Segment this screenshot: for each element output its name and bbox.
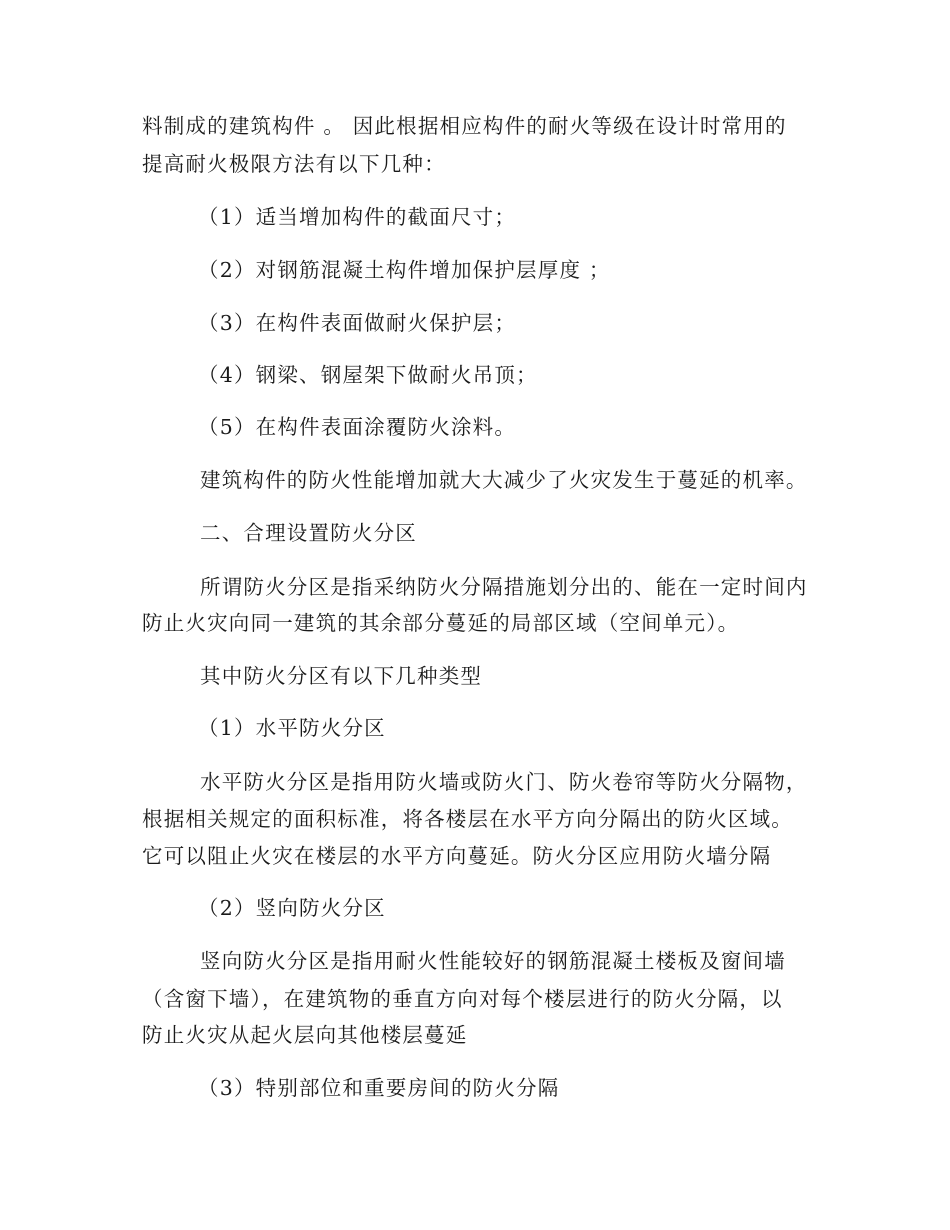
paragraph-line: 其中防火分区有以下几种类型 bbox=[200, 664, 483, 688]
subheading: （1）水平防火分区 bbox=[198, 716, 386, 740]
list-item: （1）适当增加构件的截面尺寸； bbox=[198, 205, 517, 229]
paragraph-line: 根据相关规定的面积标准，将各楼层在水平方向分隔出的防火区域。 bbox=[142, 807, 793, 831]
list-item: （3）在构件表面做耐火保护层； bbox=[198, 311, 517, 335]
paragraph-line: 料制成的建筑构件 。 因此根据相应构件的耐火等级在设计时常用的 bbox=[142, 114, 787, 138]
list-item: （2）对钢筋混凝土构件增加保护层厚度 ； bbox=[198, 258, 611, 282]
paragraph-line: 防止火灾从起火层向其他楼层蔓延 bbox=[142, 1023, 468, 1047]
list-item: （4）钢梁、钢屋架下做耐火吊顶； bbox=[198, 363, 538, 387]
list-item: （5）在构件表面涂覆防火涂料。 bbox=[198, 415, 517, 439]
paragraph-line: 它可以阻止火灾在楼层的水平方向蔓延。防火分区应用防火墙分隔 bbox=[142, 844, 772, 868]
paragraph-line: 所谓防火分区是指采纳防火分隔措施划分出的、能在一定时间内 bbox=[200, 575, 808, 599]
paragraph-line: 防止火灾向同一建筑的其余部分蔓延的局部区域（空间单元）。 bbox=[142, 611, 740, 635]
paragraph-line: 建筑构件的防火性能增加就大大减少了火灾发生于蔓延的机率。 bbox=[200, 468, 808, 492]
paragraph-line: 水平防火分区是指用防火墙或防火门、防火卷帘等防火分隔物， bbox=[200, 770, 808, 794]
section-heading: 二、合理设置防火分区 bbox=[200, 521, 417, 545]
paragraph-line: 竖向防火分区是指用耐火性能较好的钢筋混凝土楼板及窗间墙 bbox=[200, 949, 786, 973]
subheading: （2）竖向防火分区 bbox=[198, 896, 386, 920]
paragraph-line: 提高耐火极限方法有以下几种： bbox=[142, 152, 446, 176]
subheading: （3）特别部位和重要房间的防火分隔 bbox=[198, 1076, 560, 1100]
paragraph-line: （含窗下墙），在建筑物的垂直方向对每个楼层进行的防火分隔，以 bbox=[142, 987, 783, 1011]
